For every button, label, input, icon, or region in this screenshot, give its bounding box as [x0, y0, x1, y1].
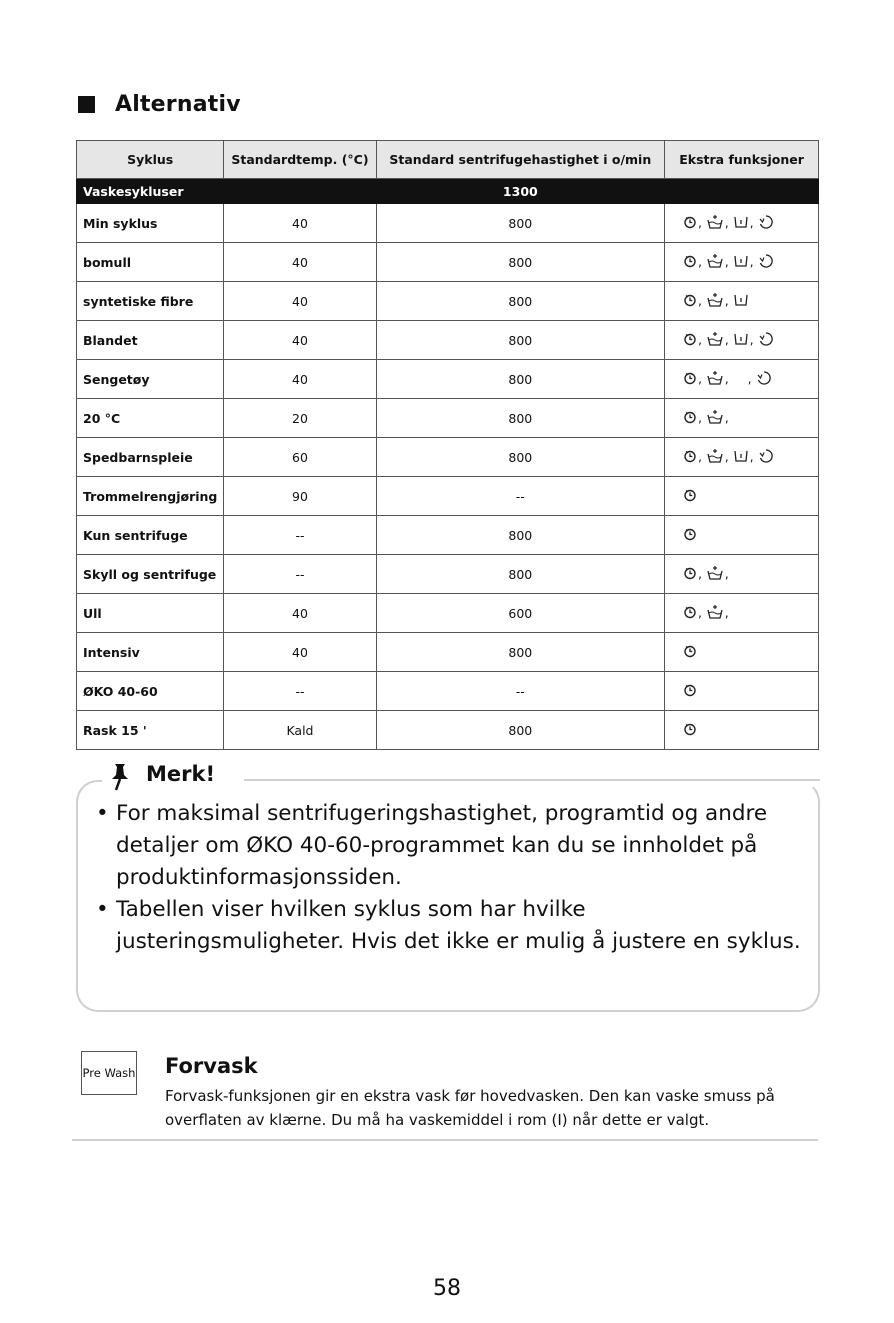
cycle-temp: 90: [224, 477, 376, 516]
header-cycle: Syklus: [77, 141, 224, 179]
timer-icon: [683, 332, 697, 349]
table-row: [77, 516, 819, 555]
note-header: [76, 760, 820, 800]
cycle-functions: , , ,: [665, 204, 819, 243]
options-table: [76, 140, 819, 750]
note-divider: [244, 779, 820, 781]
table-row: [77, 321, 819, 360]
prewash-icon: [733, 332, 749, 349]
cycle-temp: 60: [224, 438, 376, 477]
cycle-functions: , , ,: [665, 243, 819, 282]
cycle-functions: [665, 516, 819, 555]
note-item: • For maksimal sentrifugeringshastighet, programtid og andre detaljer om ØKO 40-60-programmet kan du se innholdet på produktinformasjonssiden.: [94, 798, 806, 894]
cycle-temp: 40: [224, 633, 376, 672]
eco-icon: [758, 253, 774, 272]
prewash-icon: [733, 293, 749, 310]
group-functions: [665, 179, 819, 204]
cycle-name: Kun sentrifuge: [77, 516, 224, 555]
table-row: [77, 399, 819, 438]
rinse-icon: [706, 253, 724, 272]
prewash-icon: [733, 449, 749, 466]
table-header-row: [77, 141, 819, 179]
cycle-speed: 800: [376, 555, 665, 594]
cycle-speed: 800: [376, 321, 665, 360]
rinse-icon: [706, 292, 724, 311]
cycle-temp: --: [224, 555, 376, 594]
cycle-speed: 800: [376, 516, 665, 555]
timer-icon: [683, 527, 697, 544]
group-label: Vaskesykluser: [77, 179, 224, 204]
timer-icon: [683, 722, 697, 739]
cycle-temp: 40: [224, 594, 376, 633]
cycle-functions: , ,: [665, 282, 819, 321]
prewash-title: Forvask: [165, 1054, 258, 1078]
section-header: [78, 92, 241, 117]
cycle-speed: --: [376, 477, 665, 516]
timer-icon: [683, 371, 697, 388]
cycle-temp: 40: [224, 321, 376, 360]
cycle-functions: [665, 711, 819, 750]
table-row: [77, 360, 819, 399]
cycle-name: Intensiv: [77, 633, 224, 672]
cycle-temp: Kald: [224, 711, 376, 750]
group-row: [77, 179, 819, 204]
cycle-name: Spedbarnspleie: [77, 438, 224, 477]
cycle-speed: 800: [376, 711, 665, 750]
eco-icon: [758, 331, 774, 350]
timer-icon: [683, 605, 697, 622]
cycle-temp: 40: [224, 282, 376, 321]
cycle-functions: , , ,: [665, 438, 819, 477]
cycle-functions: [665, 672, 819, 711]
eco-icon: [756, 370, 772, 389]
cycle-temp: --: [224, 672, 376, 711]
cycle-functions: , ,: [665, 399, 819, 438]
cycle-name: 20 °C: [77, 399, 224, 438]
cycle-speed: 800: [376, 360, 665, 399]
table-row: [77, 711, 819, 750]
cycle-temp: 40: [224, 360, 376, 399]
timer-icon: [683, 566, 697, 583]
cycle-speed: 800: [376, 243, 665, 282]
timer-icon: [683, 215, 697, 232]
section-title: Alternativ: [115, 92, 241, 117]
timer-icon: [683, 488, 697, 505]
cycle-speed: 800: [376, 204, 665, 243]
cycle-name: Ull: [77, 594, 224, 633]
timer-icon: [683, 254, 697, 271]
rinse-icon: [706, 448, 724, 467]
cycle-speed: 800: [376, 633, 665, 672]
timer-icon: [683, 449, 697, 466]
cycle-functions: , ,: [665, 594, 819, 633]
cycle-speed: --: [376, 672, 665, 711]
group-temp: [224, 179, 376, 204]
timer-icon: [683, 683, 697, 700]
table-row: [77, 477, 819, 516]
cycle-speed: 800: [376, 438, 665, 477]
table-row: [77, 204, 819, 243]
table-row: [77, 282, 819, 321]
page-number: 58: [433, 1276, 461, 1301]
cycle-functions: [665, 477, 819, 516]
table-row: [77, 633, 819, 672]
table-row: [77, 555, 819, 594]
note-title: Merk!: [146, 762, 216, 786]
prewash-icon: [733, 215, 749, 232]
note-item: • Tabellen viser hvilken syklus som har hvilke justeringsmuligheter. Hvis det ikke er mulig å justere en syklus.: [94, 894, 806, 958]
cycle-speed: 600: [376, 594, 665, 633]
prewash-button-icon: Pre Wash: [81, 1051, 137, 1095]
cycle-temp: 40: [224, 243, 376, 282]
header-temp: Standardtemp. (°C): [224, 141, 376, 179]
table-row: [77, 243, 819, 282]
prewash-description: Forvask-funksjonen gir en ekstra vask før hovedvasken. Den kan vaske smuss på overflaten av klærne. Du må ha vaskemiddel i rom (I) når dette er valgt.: [165, 1087, 775, 1129]
cycle-name: bomull: [77, 243, 224, 282]
timer-icon: [683, 293, 697, 310]
cycle-speed: 800: [376, 282, 665, 321]
header-speed: Standard sentrifugehastighet i o/min: [376, 141, 665, 179]
cycle-temp: 20: [224, 399, 376, 438]
cycle-functions: , ,: [665, 555, 819, 594]
table-row: [77, 438, 819, 477]
square-bullet-icon: [78, 96, 95, 113]
cycle-name: Blandet: [77, 321, 224, 360]
timer-icon: [683, 644, 697, 661]
cycle-temp: --: [224, 516, 376, 555]
divider: [72, 1139, 818, 1141]
prewash-icon: [733, 254, 749, 271]
cycle-name: Rask 15 ': [77, 711, 224, 750]
rinse-icon: [706, 214, 724, 233]
rinse-icon: [706, 331, 724, 350]
rinse-icon: [706, 409, 724, 428]
cycle-name: ØKO 40-60: [77, 672, 224, 711]
timer-icon: [683, 410, 697, 427]
cycle-functions: , , ,: [665, 360, 819, 399]
rinse-icon: [706, 370, 724, 389]
rinse-icon: [706, 604, 724, 623]
pushpin-icon: [106, 762, 134, 796]
cycle-speed: 800: [376, 399, 665, 438]
cycle-temp: 40: [224, 204, 376, 243]
table-row: [77, 594, 819, 633]
cycle-name: Trommelrengjøring: [77, 477, 224, 516]
table-row: [77, 672, 819, 711]
rinse-icon: [706, 565, 724, 584]
cycle-functions: [665, 633, 819, 672]
cycle-name: Sengetøy: [77, 360, 224, 399]
header-functions: Ekstra funksjoner: [665, 141, 819, 179]
cycle-name: Min syklus: [77, 204, 224, 243]
cycle-name: Skyll og sentrifuge: [77, 555, 224, 594]
note-list: [94, 798, 806, 958]
eco-icon: [758, 448, 774, 467]
cycle-functions: , , ,: [665, 321, 819, 360]
group-speed: 1300: [376, 179, 665, 204]
cycle-name: syntetiske fibre: [77, 282, 224, 321]
eco-icon: [758, 214, 774, 233]
